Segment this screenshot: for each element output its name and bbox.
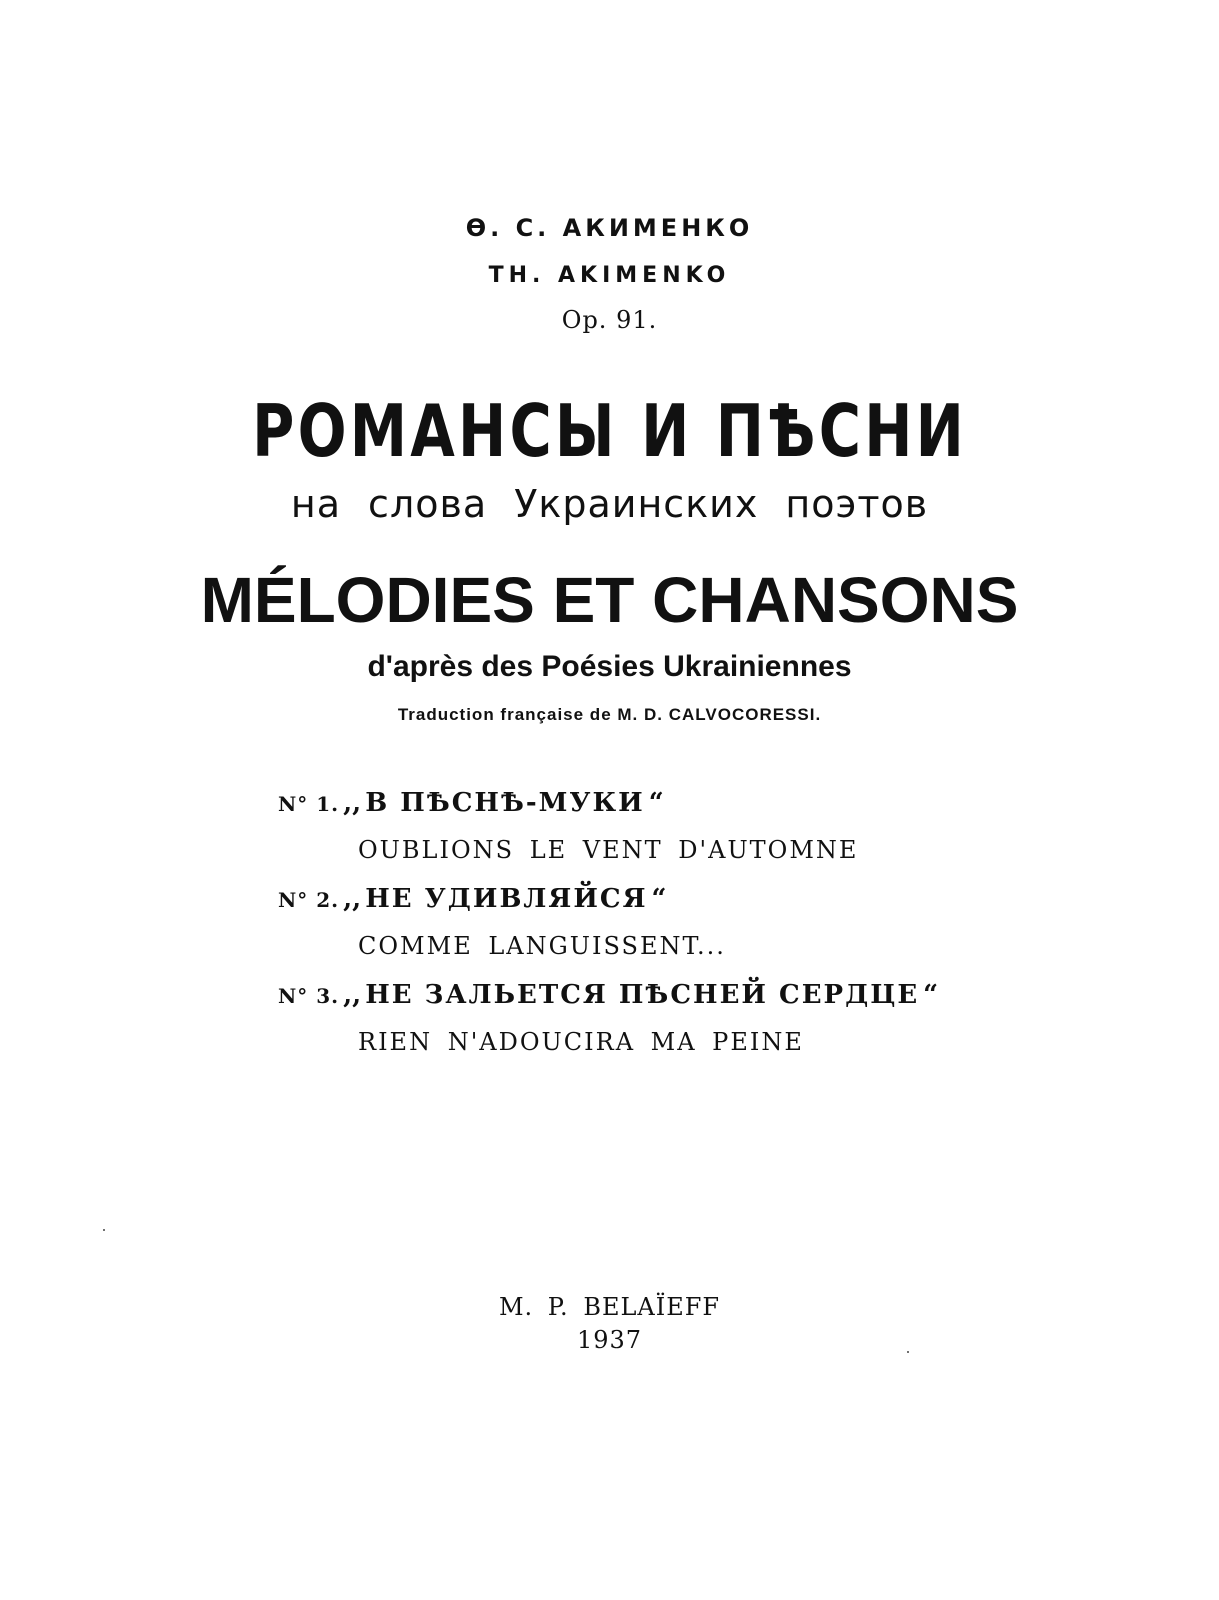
close-quote: “ <box>651 884 667 914</box>
scan-speck <box>103 1229 105 1231</box>
close-quote: “ <box>648 788 664 818</box>
song-heading <box>278 982 938 1008</box>
song-title-french: RIEN N'ADOUCIRA MA PEINE <box>358 1028 804 1056</box>
publication-year: 1937 <box>576 1326 643 1354</box>
subtitle-russian: на слова Украинских поэтов <box>290 482 929 526</box>
translation-credit: Traduction française de M. D. CALVOCORESSI. <box>397 705 822 724</box>
song-title-french: OUBLIONS LE VENT D'AUTOMNE <box>358 836 859 864</box>
subtitle-french: d'après des Poésies Ukrainiennes <box>367 650 852 683</box>
composer-name-french: TH. AKIMENKO <box>488 263 731 288</box>
song-title-russian: В ПѢСНѢ-МУКИ <box>365 788 645 818</box>
song-item <box>278 886 1038 982</box>
main-title-french: MÉLODIES ET CHANSONS <box>200 564 1019 636</box>
close-quote: “ <box>923 980 939 1010</box>
song-number: N° 1. <box>278 792 340 816</box>
song-title-french: COMME LANGUISSENT... <box>358 932 726 960</box>
song-heading <box>278 886 667 912</box>
open-quote: ,, <box>343 884 362 914</box>
song-number: N° 3. <box>278 984 340 1008</box>
song-item <box>278 790 1038 886</box>
song-title-russian: НЕ ЗАЛЬЕТСЯ ПѢСНЕЙ СЕРДЦЕ <box>365 980 920 1010</box>
opus-number: Op. 91. <box>561 306 658 334</box>
song-title-russian: НЕ УДИВЛЯЙСЯ <box>365 884 648 914</box>
publisher-name: M. P. BELAÏEFF <box>498 1293 721 1321</box>
main-title-russian: РОМАНСЫ И ПѢСНИ <box>252 389 968 473</box>
song-list <box>278 790 1038 1078</box>
song-number: N° 2. <box>278 888 340 912</box>
open-quote: ,, <box>343 980 362 1010</box>
scan-speck <box>907 1351 909 1353</box>
open-quote: ,, <box>343 788 362 818</box>
song-heading <box>278 790 664 816</box>
song-item <box>278 982 1038 1078</box>
composer-name-russian: Ѳ. С. АКИМЕНКО <box>465 214 754 242</box>
